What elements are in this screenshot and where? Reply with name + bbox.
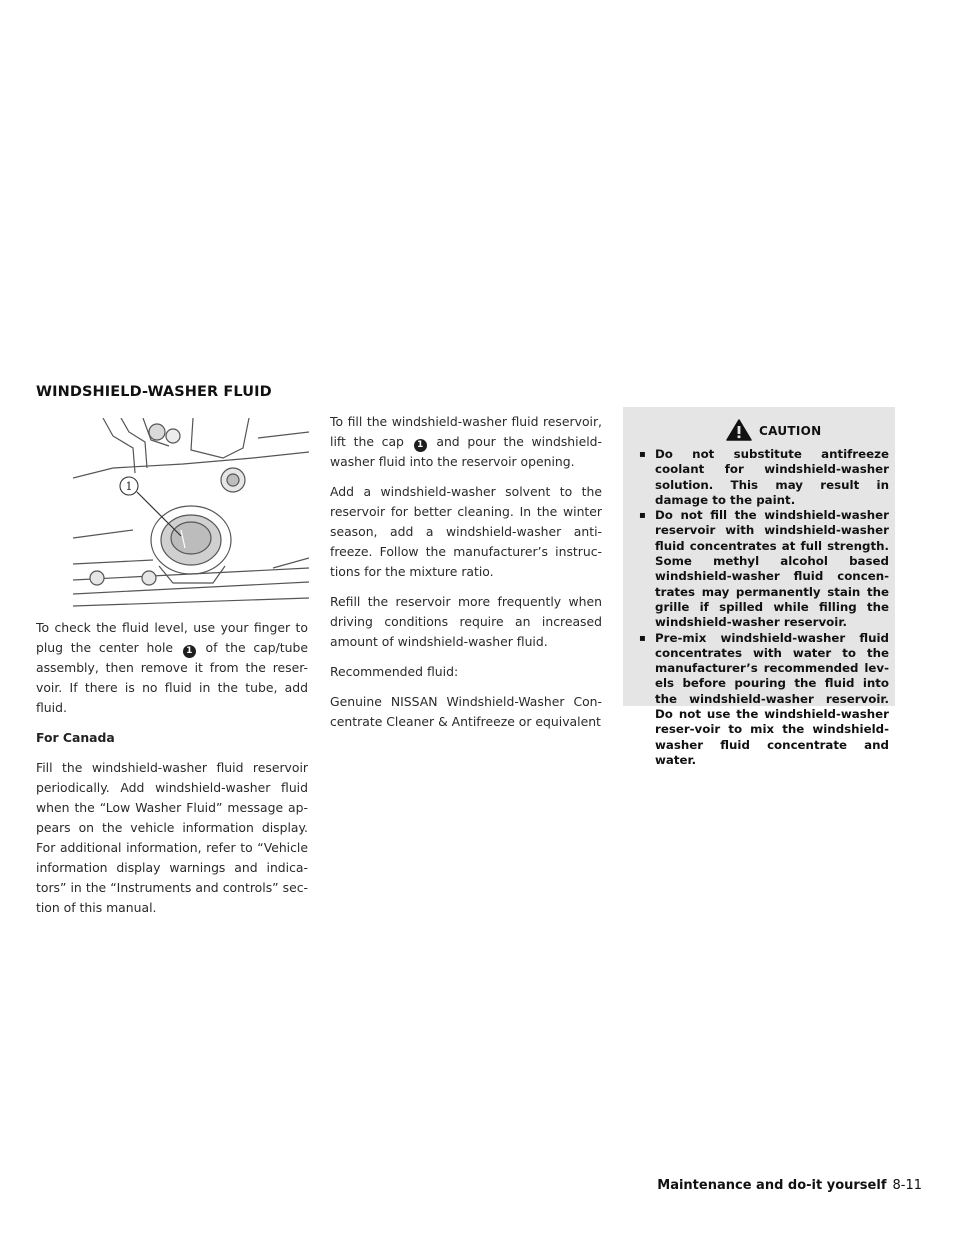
paragraph-check-level: [36, 618, 308, 718]
paragraph-recommended-label: Recommended fluid:: [330, 664, 459, 679]
paragraph-canada: Fill the windshield-washer fluid reservoir periodically. Add windshield-washer fluid when the “Low Washer Fluid” message ap-pears on the vehicle information display. For additional information, refer to “Vehicle information display warnings and indica-tors” in the “Instruments and controls” sec-tion of this manual.: [36, 760, 308, 915]
footer-chapter: Maintenance and do-it yourself: [657, 1178, 887, 1193]
caution-item: ▪ Pre-mix windshield-washer fluid concentrates with water to the manufacturer’s recommended lev-els before pouring the fluid into the windshield-washer reservoir. Do not use the windshield-washer reser-voir to mix the windshield-washer fluid concentrate and water.: [637, 631, 889, 769]
caution-box: [623, 407, 895, 767]
footer-page-number: 8-11: [892, 1178, 922, 1193]
subheading-for-canada: For Canada: [36, 730, 115, 745]
callout-number-badge: 1: [414, 439, 427, 452]
caution-item: ▪ Do not substitute antifreeze coolant for windshield-washer solution. This may result in damage to the paint.: [637, 447, 889, 508]
reservoir-figure: [73, 418, 309, 608]
callout-number-badge: 1: [183, 645, 196, 658]
column-middle: [330, 412, 602, 742]
caution-header: [623, 419, 895, 443]
warning-triangle-icon: [726, 419, 752, 441]
paragraph-refill: Refill the reservoir more frequently when driving conditions require an increased amount of windshield-washer fluid.: [330, 594, 602, 649]
caution-title: CAUTION: [759, 424, 822, 438]
caution-list: [637, 447, 889, 768]
paragraph-text: of the cap/tube assembly, then remove it from the reser-voir. If there is no fluid in the tube, add fluid.: [36, 640, 308, 715]
section-title: WINDSHIELD-WASHER FLUID: [36, 384, 272, 400]
figure-callout: 1: [125, 480, 133, 493]
paragraph-solvent: Add a windshield-washer solvent to the reservoir for better cleaning. In the winter season, add a windshield-washer anti-freeze. Follow the manufacturer’s instruc-tions for the mixture ratio.: [330, 484, 602, 579]
caution-item: ▪ Do not fill the windshield-washer reservoir with windshield-washer fluid concentrates at full strength. Some methyl alcohol based windshield-washer fluid concen-trates may permanently stain the grille if spilled while filling the windshield-washer reservoir.: [637, 508, 889, 630]
column-left: [36, 618, 308, 928]
page-footer: [657, 1178, 922, 1193]
reservoir-cap-illustration: [73, 418, 309, 608]
paragraph-text: To check the fluid level, use your finger to plug the center hole: [36, 620, 308, 655]
paragraph-text: To fill the windshield-washer fluid reservoir, lift the cap: [330, 414, 602, 449]
paragraph-recommended-fluid: Genuine NISSAN Windshield-Washer Con-centrate Cleaner & Antifreeze or equivalent: [330, 694, 602, 729]
paragraph-fill-reservoir: [330, 412, 602, 472]
paragraph-text: and pour the windshield-washer fluid into the reservoir opening.: [330, 434, 602, 469]
